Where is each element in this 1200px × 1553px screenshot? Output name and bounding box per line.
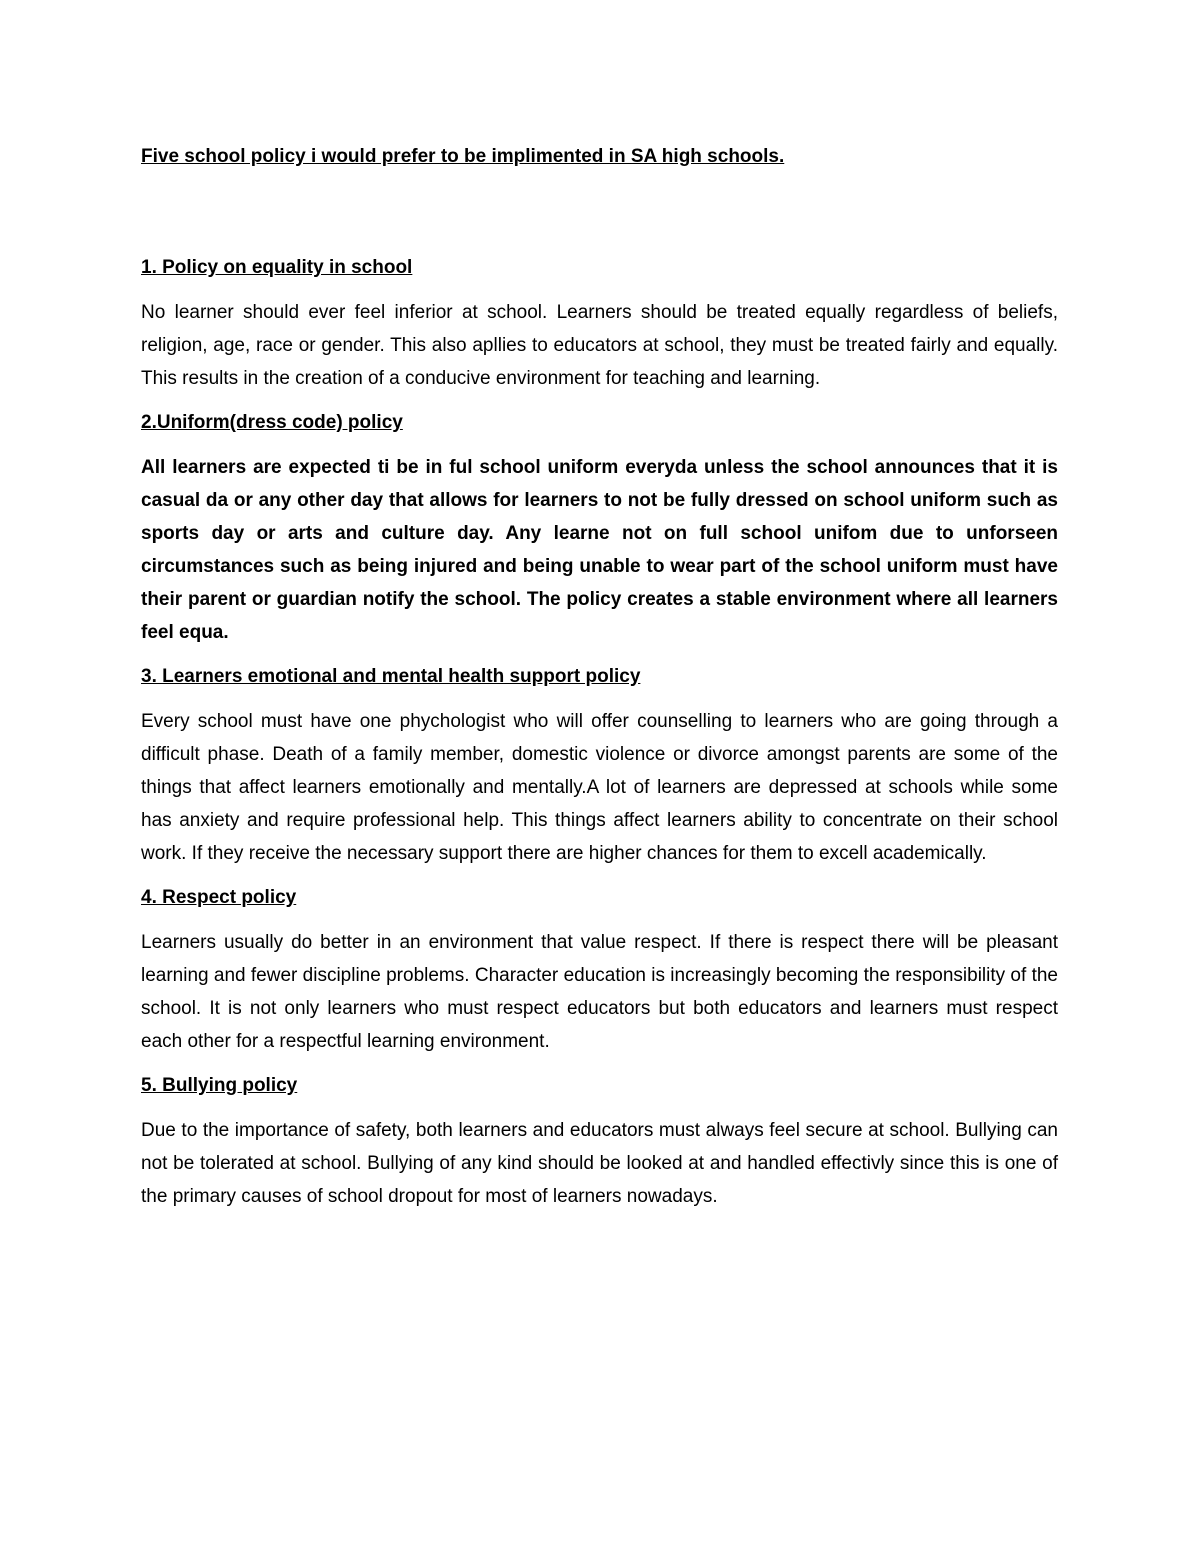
document-content: [141, 140, 1058, 1224]
section-bullying-policy: [141, 1069, 1058, 1213]
section-heading: 4. Respect policy: [141, 887, 297, 908]
section-body: All learners are expected ti be in ful school uniform everyda unless the school announces that it is casual da or any other day that allows for learners to not be fully dressed on school uniform such as sports day or arts and culture day. Any learne not on full school unifom due to unforseen circumstances such as being injured and being unable to wear part of the school uniform must have their parent or guardian notify the school. The policy creates a stable environment where all learners feel equa.: [141, 457, 1058, 643]
section-mental-health-policy: [141, 660, 1058, 870]
section-heading: 5. Bullying policy: [141, 1075, 298, 1096]
section-heading: 3. Learners emotional and mental health support policy: [141, 666, 641, 687]
section-heading: 1. Policy on equality in school: [141, 257, 413, 278]
section-body: Every school must have one phychologist who will offer counselling to learners who are going through a difficult phase. Death of a family member, domestic violence or divorce amongst parents are some of the things that affect learners emotionally and mentally.A lot of learners are depressed at schools while some has anxiety and require professional help. This things affect learners ability to concentrate on their school work. If they receive the necessary support there are higher chances for them to excell academically.: [141, 711, 1058, 864]
section-uniform-policy: [141, 406, 1058, 649]
section-respect-policy: [141, 881, 1058, 1058]
document-title: Five school policy i would prefer to be implimented in SA high schools.: [141, 146, 785, 167]
section-body: Learners usually do better in an environment that value respect. If there is respect there will be pleasant learning and fewer discipline problems. Character education is increasingly becoming the responsibility of the school. It is not only learners who must respect educators but both educators and learners must respect each other for a respectful learning environment.: [141, 932, 1058, 1052]
section-heading: 2.Uniform(dress code) policy: [141, 412, 403, 433]
section-body: No learner should ever feel inferior at school. Learners should be treated equally regardless of beliefs, religion, age, race or gender. This also apllies to educators at school, they must be treated fairly and equally. This results in the creation of a conducive environment for teaching and learning.: [141, 302, 1058, 389]
section-equality-policy: [141, 251, 1058, 395]
section-body: Due to the importance of safety, both learners and educators must always feel secure at school. Bullying can not be tolerated at school. Bullying of any kind should be looked at and handled effectivly since this is one of the primary causes of school dropout for most of learners nowadays.: [141, 1120, 1058, 1207]
